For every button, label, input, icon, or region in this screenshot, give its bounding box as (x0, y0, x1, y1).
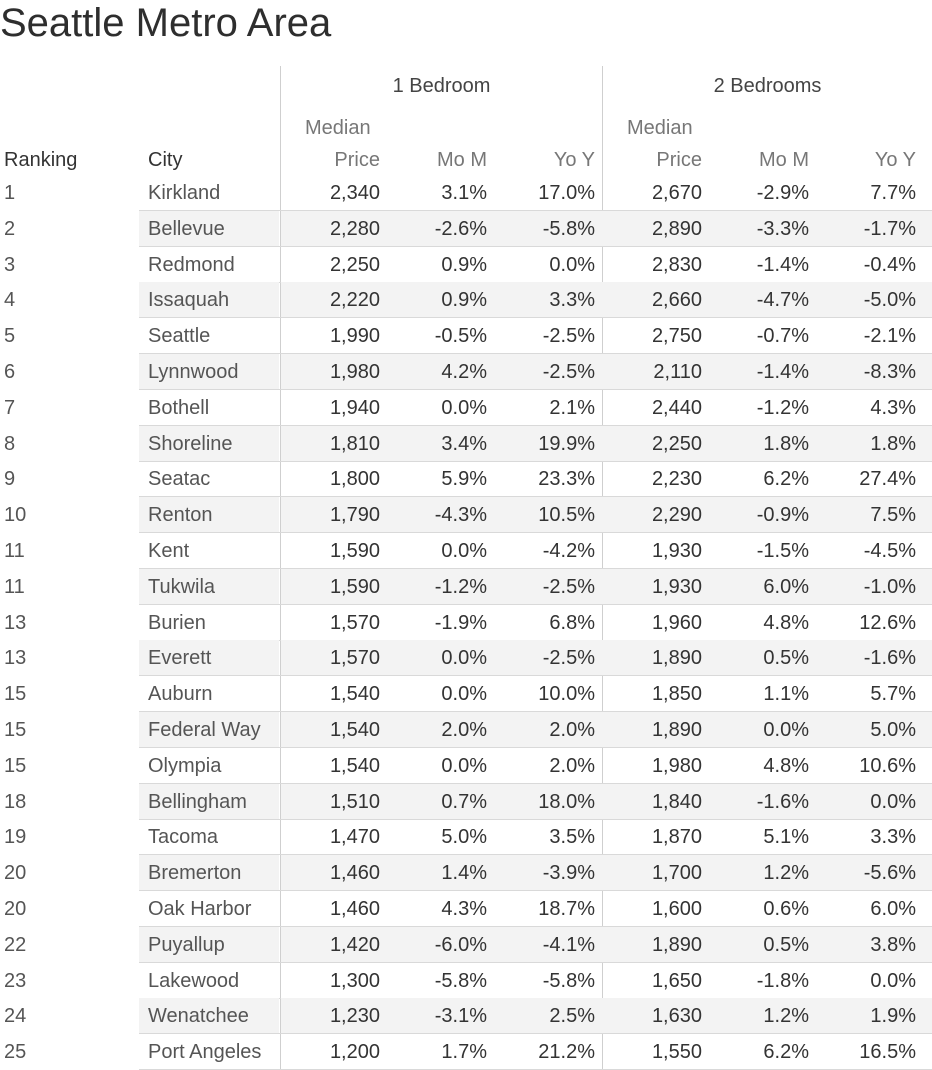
cell-2br-yoy: 1.9% (870, 1005, 916, 1028)
cell-ranking: 15 (4, 754, 27, 777)
cell-2br-median: 2,110 (653, 361, 702, 383)
cell-ranking: 7 (4, 396, 16, 419)
cell-ranking: 8 (4, 432, 16, 455)
cell-ranking: 6 (4, 361, 16, 383)
cell-2br-median: 1,890 (651, 647, 702, 670)
cell-city: Port Angeles (148, 1041, 262, 1064)
cell-2br-mom: -1.4% (756, 361, 809, 383)
cell-1br-mom: 3.1% (441, 182, 487, 204)
cell-1br-yoy: 2.5% (549, 1005, 595, 1028)
cell-1br-mom: 4.2% (441, 361, 487, 383)
table-row (0, 927, 932, 963)
cell-1br-yoy: 18.7% (538, 898, 595, 920)
cell-2br-mom: -2.9% (756, 182, 809, 204)
cell-city: Bremerton (148, 862, 242, 885)
cell-2br-median: 1,840 (651, 790, 702, 813)
cell-city: Federal Way (148, 719, 261, 741)
cell-1br-median: 1,590 (329, 540, 380, 562)
cell-2br-yoy: 27.4% (859, 468, 916, 491)
cell-city: Tukwila (148, 575, 216, 598)
cell-1br-mom: -0.5% (434, 325, 487, 348)
cell-city: Auburn (148, 683, 213, 706)
cell-1br-median: 2,250 (329, 253, 380, 276)
cell-2br-median: 2,290 (651, 504, 702, 527)
cell-ranking: 13 (4, 611, 27, 634)
table-row (0, 605, 932, 641)
cell-2br-yoy: -5.0% (863, 289, 916, 312)
cell-city: Issaquah (148, 289, 230, 312)
cell-1br-yoy: -2.5% (542, 325, 595, 348)
cell-1br-yoy: 17.0% (538, 182, 595, 204)
cell-2br-mom: 0.5% (763, 933, 809, 956)
cell-1br-median: 1,420 (329, 933, 380, 956)
cell-1br-yoy: 6.8% (549, 611, 595, 634)
header-city: City (148, 149, 183, 171)
cell-2br-median: 1,870 (651, 826, 702, 849)
cell-city: Kent (148, 540, 190, 562)
cell-city: Bellingham (148, 790, 247, 813)
cell-1br-yoy: -5.8% (542, 217, 595, 240)
header-ranking: Ranking (4, 149, 78, 171)
cell-2br-yoy: 7.7% (870, 182, 916, 204)
cell-2br-yoy: 3.8% (870, 933, 916, 956)
cell-2br-yoy: 1.8% (870, 432, 916, 455)
cell-ranking: 19 (4, 826, 27, 849)
table-row (0, 175, 932, 211)
cell-1br-yoy: 2.0% (549, 719, 595, 741)
cell-2br-yoy: 3.3% (870, 826, 916, 849)
cell-ranking: 3 (4, 253, 16, 276)
cell-1br-mom: -4.3% (434, 504, 487, 527)
cell-2br-yoy: 4.3% (870, 396, 916, 419)
table-row (0, 676, 932, 712)
cell-1br-median: 1,460 (329, 862, 380, 885)
cell-1br-median: 2,340 (329, 182, 380, 204)
cell-2br-yoy: 10.6% (859, 754, 916, 777)
cell-ranking: 11 (4, 575, 25, 598)
cell-1br-mom: 0.9% (441, 253, 487, 276)
cell-1br-yoy: -2.5% (542, 647, 595, 670)
cell-1br-yoy: 18.0% (538, 790, 595, 813)
cell-1br-median: 1,940 (329, 396, 380, 419)
cell-1br-yoy: -4.2% (542, 540, 595, 562)
cell-1br-mom: 4.3% (441, 898, 487, 920)
cell-ranking: 11 (4, 540, 25, 562)
cell-1br-mom: 5.0% (441, 826, 487, 849)
cell-1br-mom: 3.4% (441, 432, 487, 455)
cell-ranking: 20 (4, 862, 27, 885)
cell-2br-median: 2,440 (651, 396, 702, 419)
cell-ranking: 15 (4, 719, 27, 741)
table-row (0, 998, 932, 1034)
cell-ranking: 18 (4, 790, 27, 813)
cell-1br-mom: 0.0% (441, 647, 487, 670)
cell-1br-median: 1,540 (329, 719, 380, 741)
table-row (0, 318, 932, 354)
cell-2br-mom: 1.2% (763, 862, 809, 885)
cell-2br-mom: 0.5% (763, 647, 809, 670)
table-row (0, 640, 932, 676)
cell-2br-yoy: 12.6% (859, 611, 916, 634)
cell-1br-median: 2,220 (329, 289, 380, 312)
table-row (0, 712, 932, 748)
cell-2br-median: 1,600 (651, 898, 702, 920)
cell-city: Bothell (148, 396, 210, 419)
cell-2br-yoy: 5.7% (870, 683, 916, 706)
table-row (0, 282, 932, 318)
table-row (0, 461, 932, 497)
cell-1br-mom: 2.0% (441, 719, 487, 741)
cell-city: Lynnwood (148, 361, 239, 383)
table-row (0, 211, 932, 247)
cell-2br-median: 2,670 (651, 182, 702, 204)
table-row (0, 963, 932, 999)
table-row (0, 354, 932, 390)
cell-2br-mom: 0.6% (763, 898, 809, 920)
cell-2br-median: 1,550 (651, 1041, 702, 1064)
cell-ranking: 5 (4, 325, 16, 348)
cell-2br-mom: 6.2% (763, 1041, 809, 1064)
cell-1br-median: 1,570 (329, 611, 380, 634)
cell-1br-mom: -5.8% (434, 969, 487, 992)
cell-1br-mom: 0.0% (441, 540, 487, 562)
cell-2br-yoy: -1.6% (863, 647, 916, 670)
cell-ranking: 25 (4, 1041, 27, 1064)
cell-ranking: 10 (4, 504, 27, 527)
cell-ranking: 23 (4, 969, 27, 992)
cell-2br-mom: -1.5% (756, 540, 809, 562)
header-mom: Mo M (759, 149, 809, 171)
cell-1br-median: 1,230 (329, 1005, 380, 1028)
cell-2br-median: 1,700 (651, 862, 702, 885)
cell-1br-yoy: -2.5% (542, 575, 595, 598)
cell-1br-mom: -1.9% (434, 611, 487, 634)
cell-1br-yoy: 10.5% (538, 504, 595, 527)
cell-1br-yoy: 2.0% (549, 754, 595, 777)
group-header-2-bedrooms: 2 Bedrooms (713, 75, 822, 97)
cell-city: Puyallup (148, 933, 225, 956)
cell-2br-mom: -0.9% (756, 504, 809, 527)
cell-1br-mom: 0.7% (441, 790, 487, 813)
group-header-1-bedroom: 1 Bedroom (392, 75, 491, 97)
cell-1br-yoy: 23.3% (538, 468, 595, 491)
cell-1br-median: 1,540 (329, 754, 380, 777)
cell-2br-median: 2,660 (651, 289, 702, 312)
cell-1br-mom: -1.2% (434, 575, 487, 598)
cell-1br-mom: -3.1% (434, 1005, 487, 1028)
cell-ranking: 13 (4, 647, 27, 670)
table-row (0, 497, 932, 533)
cell-city: Tacoma (148, 826, 219, 849)
cell-2br-median: 2,250 (651, 432, 702, 455)
table-row (0, 426, 932, 462)
cell-2br-mom: 6.2% (763, 468, 809, 491)
cell-1br-mom: 1.4% (441, 862, 487, 885)
cell-1br-yoy: 3.3% (549, 289, 595, 312)
cell-ranking: 24 (4, 1005, 27, 1028)
cell-2br-yoy: -2.1% (863, 325, 916, 348)
header-median-line2: Price (334, 149, 380, 171)
cell-2br-yoy: -1.7% (863, 217, 916, 240)
cell-ranking: 9 (4, 468, 16, 491)
cell-2br-yoy: 6.0% (870, 898, 916, 920)
cell-2br-mom: 1.8% (763, 432, 809, 455)
cell-2br-yoy: 5.0% (870, 719, 916, 741)
cell-2br-median: 1,930 (651, 540, 702, 562)
cell-2br-mom: -1.4% (756, 253, 809, 276)
cell-ranking: 15 (4, 683, 27, 706)
cell-2br-yoy: -1.0% (863, 575, 916, 598)
cell-2br-mom: 0.0% (763, 719, 809, 741)
cell-1br-yoy: 0.0% (549, 253, 595, 276)
cell-1br-mom: 0.9% (441, 289, 487, 312)
cell-1br-yoy: 19.9% (538, 432, 595, 455)
cell-2br-mom: -1.8% (756, 969, 809, 992)
cell-city: Seatac (148, 468, 211, 491)
table-row (0, 855, 932, 891)
cell-2br-mom: 4.8% (763, 611, 809, 634)
cell-ranking: 20 (4, 898, 27, 920)
cell-1br-mom: -2.6% (434, 217, 487, 240)
page-title: Seattle Metro Area (0, 1, 332, 45)
cell-1br-mom: 0.0% (441, 754, 487, 777)
cell-2br-yoy: -4.5% (863, 540, 916, 562)
cell-2br-yoy: -5.6% (863, 862, 916, 885)
table-row (0, 569, 932, 605)
header-mom: Mo M (437, 149, 487, 171)
cell-1br-median: 1,470 (329, 826, 380, 849)
table-row (0, 533, 932, 569)
cell-1br-median: 1,540 (329, 683, 380, 706)
cell-2br-median: 1,890 (651, 719, 702, 741)
cell-2br-mom: 1.1% (763, 683, 809, 706)
cell-2br-median: 1,960 (651, 611, 702, 634)
cell-1br-median: 1,460 (329, 898, 380, 920)
cell-ranking: 22 (4, 933, 27, 956)
cell-1br-median: 1,810 (329, 432, 380, 455)
cell-1br-mom: 0.0% (441, 396, 487, 419)
header-median-line1: Median (305, 117, 371, 139)
cell-ranking: 2 (4, 217, 16, 240)
header-yoy: Yo Y (874, 149, 916, 171)
cell-city: Everett (148, 647, 212, 670)
cell-1br-yoy: -2.5% (542, 361, 595, 383)
cell-city: Oak Harbor (148, 898, 252, 920)
cell-2br-mom: -1.2% (756, 396, 809, 419)
cell-2br-median: 1,630 (651, 1005, 702, 1028)
cell-1br-median: 1,790 (329, 504, 380, 527)
cell-city: Shoreline (148, 432, 233, 455)
cell-1br-median: 1,510 (329, 790, 380, 813)
cell-city: Renton (148, 504, 213, 527)
cell-1br-median: 1,570 (329, 647, 380, 670)
cell-2br-yoy: 16.5% (859, 1041, 916, 1064)
table-row (0, 784, 932, 820)
cell-2br-mom: 5.1% (763, 826, 809, 849)
cell-2br-median: 1,980 (651, 754, 702, 777)
cell-1br-median: 1,200 (329, 1041, 380, 1064)
cell-2br-yoy: 0.0% (870, 969, 916, 992)
cell-1br-mom: 5.9% (441, 468, 487, 491)
cell-1br-mom: 1.7% (441, 1041, 487, 1064)
cell-ranking: 1 (4, 182, 16, 204)
cell-1br-yoy: 10.0% (538, 683, 595, 706)
cell-2br-median: 1,890 (651, 933, 702, 956)
cell-1br-median: 1,980 (329, 361, 380, 383)
cell-city: Seattle (148, 325, 211, 348)
cell-1br-mom: 0.0% (441, 683, 487, 706)
table-row (0, 819, 932, 855)
cell-1br-yoy: 2.1% (549, 396, 595, 419)
cell-2br-median: 2,230 (651, 468, 702, 491)
cell-2br-yoy: -8.3% (863, 361, 916, 383)
cell-2br-mom: -0.7% (756, 325, 809, 348)
cell-city: Wenatchee (148, 1005, 249, 1028)
cell-city: Kirkland (148, 182, 221, 204)
cell-2br-mom: 4.8% (763, 754, 809, 777)
cell-city: Redmond (148, 253, 235, 276)
cell-2br-mom: -3.3% (756, 217, 809, 240)
cell-2br-yoy: -0.4% (863, 253, 916, 276)
cell-1br-mom: -6.0% (434, 933, 487, 956)
cell-1br-median: 1,800 (329, 468, 380, 491)
cell-1br-yoy: -5.8% (542, 969, 595, 992)
cell-2br-yoy: 7.5% (870, 504, 916, 527)
cell-2br-median: 1,850 (651, 683, 702, 706)
cell-city: Burien (148, 611, 206, 634)
table-row (0, 247, 932, 283)
cell-1br-median: 1,590 (329, 575, 380, 598)
cell-2br-median: 2,890 (651, 217, 702, 240)
cell-2br-mom: 1.2% (763, 1005, 809, 1028)
cell-city: Bellevue (148, 217, 225, 240)
cell-ranking: 4 (4, 289, 16, 312)
cell-2br-median: 2,750 (651, 325, 702, 348)
cell-2br-mom: 6.0% (763, 575, 809, 598)
header-median-line2: Price (656, 149, 702, 171)
cell-1br-median: 1,300 (329, 969, 380, 992)
cell-2br-yoy: 0.0% (870, 790, 916, 813)
table-row (0, 891, 932, 927)
cell-1br-yoy: 3.5% (549, 826, 595, 849)
cell-2br-median: 1,930 (651, 575, 702, 598)
cell-1br-yoy: 21.2% (538, 1041, 595, 1064)
header-median-line1: Median (627, 117, 693, 139)
cell-city: Olympia (148, 754, 222, 777)
cell-1br-yoy: -3.9% (542, 862, 595, 885)
cell-1br-yoy: -4.1% (542, 933, 595, 956)
cell-2br-mom: -4.7% (756, 289, 809, 312)
cell-2br-median: 1,650 (651, 969, 702, 992)
cell-2br-median: 2,830 (651, 253, 702, 276)
cell-city: Lakewood (148, 969, 240, 992)
cell-1br-median: 1,990 (329, 325, 380, 348)
table-row (0, 390, 932, 426)
table-row (0, 1034, 932, 1070)
header-yoy: Yo Y (553, 149, 595, 171)
cell-2br-mom: -1.6% (756, 790, 809, 813)
table-row (0, 748, 932, 784)
cell-1br-median: 2,280 (329, 217, 380, 240)
